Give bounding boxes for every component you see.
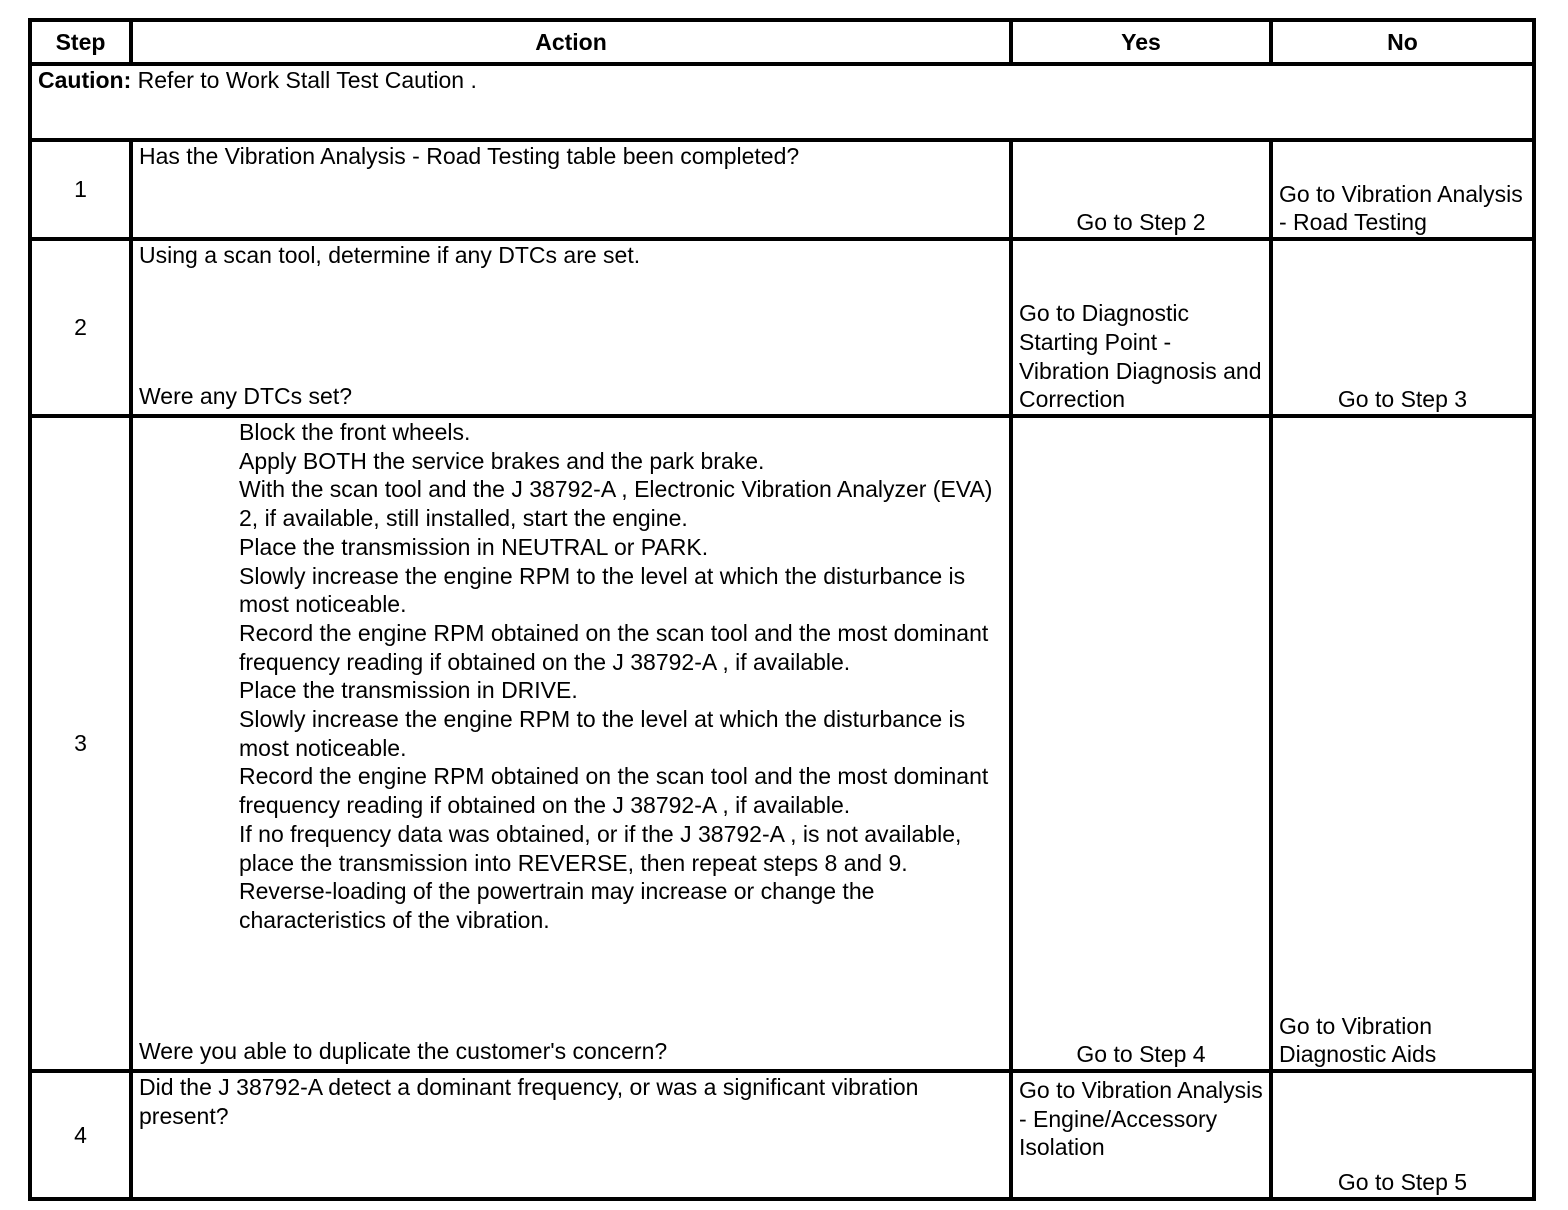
list-item: Apply BOTH the service brakes and the park brake. bbox=[239, 447, 765, 474]
list-item: Slowly increase the engine RPM to the level at which the disturbance is most noticeable. bbox=[239, 706, 966, 761]
action-cell: Did the J 38792-A detect a dominant frequency, or was a significant vibration present? bbox=[131, 1071, 1011, 1199]
table-row bbox=[30, 140, 1534, 239]
yes-cell: Go to Step 2 bbox=[1011, 140, 1271, 239]
table-row bbox=[30, 416, 1534, 1071]
action-cell bbox=[131, 239, 1011, 416]
header-row bbox=[30, 20, 1534, 64]
caution-label: Caution: bbox=[38, 67, 132, 93]
list-item: Place the transmission in NEUTRAL or PARK. bbox=[239, 533, 709, 560]
yes-cell: Go to Step 4 bbox=[1011, 416, 1271, 1071]
diagnostic-table bbox=[28, 18, 1536, 1201]
list-item: Slowly increase the engine RPM to the level at which the disturbance is most noticeable. bbox=[239, 562, 966, 618]
header-step: Step bbox=[30, 20, 131, 64]
caution-text: Refer to Work Stall Test Caution . bbox=[131, 67, 477, 93]
list-item: Record the engine RPM obtained on the scan tool and the most dominant frequency reading if obtained on the J 38792-A , if available. bbox=[239, 619, 989, 675]
header-no: No bbox=[1271, 20, 1534, 64]
action-question: Were you able to duplicate the customer's concern? bbox=[139, 1038, 668, 1065]
action-text: Using a scan tool, determine if any DTCs are set. bbox=[139, 242, 641, 268]
caution-cell bbox=[30, 64, 1534, 140]
substep-list bbox=[139, 418, 1003, 935]
step-number: 2 bbox=[30, 239, 131, 416]
step-number: 1 bbox=[30, 140, 131, 239]
action-question: Were any DTCs set? bbox=[139, 383, 353, 410]
step-number: 4 bbox=[30, 1071, 131, 1199]
action-cell: Has the Vibration Analysis - Road Testing table been completed? bbox=[131, 140, 1011, 239]
no-cell: Go to Vibration Diagnostic Aids bbox=[1271, 416, 1534, 1071]
table-row bbox=[30, 239, 1534, 416]
no-cell: Go to Step 3 bbox=[1271, 239, 1534, 416]
list-item: With the scan tool and the J 38792-A , Electronic Vibration Analyzer (EVA) 2, if available, still installed, start the engine. bbox=[239, 476, 993, 532]
list-item: Block the front wheels. bbox=[239, 419, 471, 445]
no-cell: Go to Vibration Analysis - Road Testing bbox=[1271, 140, 1534, 239]
yes-cell: Go to Diagnostic Starting Point - Vibration Diagnosis and Correction bbox=[1011, 239, 1271, 416]
action-cell bbox=[131, 416, 1011, 1071]
caution-row bbox=[30, 64, 1534, 140]
list-item: Place the transmission in DRIVE. bbox=[239, 677, 578, 704]
header-yes: Yes bbox=[1011, 20, 1271, 64]
header-action: Action bbox=[131, 20, 1011, 64]
table-row bbox=[30, 1071, 1534, 1199]
no-cell: Go to Step 5 bbox=[1271, 1071, 1534, 1199]
yes-cell: Go to Vibration Analysis - Engine/Accessory Isolation bbox=[1011, 1071, 1271, 1199]
list-item: Record the engine RPM obtained on the scan tool and the most dominant frequency reading if obtained on the J 38792-A , if available. bbox=[239, 763, 989, 819]
step-number: 3 bbox=[30, 416, 131, 1071]
list-item: If no frequency data was obtained, or if the J 38792-A , is not available, place the transmission into REVERSE, then repeat steps 8 and 9. Reverse-loading of the powertrain may increase or change the characteristics of the vibration. bbox=[239, 820, 962, 933]
